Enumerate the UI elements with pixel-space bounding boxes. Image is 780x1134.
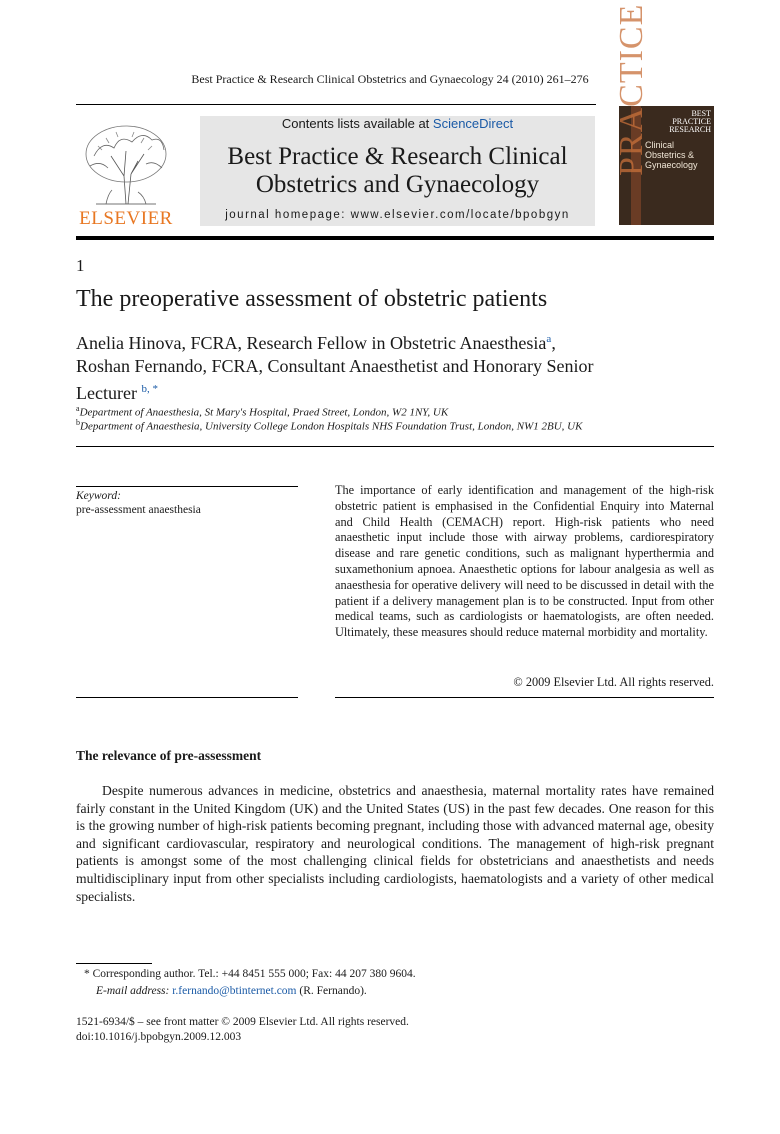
- keyword-bottom-rule: [76, 697, 298, 698]
- publisher-name: ELSEVIER: [79, 208, 173, 229]
- header-rule: [76, 104, 596, 105]
- abstract-bottom-rule: [335, 697, 714, 698]
- author-2-line1: Roshan Fernando, FCRA, Consultant Anaesthetist and Honorary Senior: [76, 356, 594, 376]
- section-heading: The relevance of pre-assessment: [76, 748, 262, 763]
- cover-masthead: [669, 110, 711, 134]
- author-2-text: Lecturer: [76, 383, 137, 403]
- author-1: Anelia Hinova, FCRA, Research Fellow in Obstetric Anaesthesia$^a$,: [76, 333, 556, 353]
- author-2-line2: [76, 378, 716, 405]
- doi-line[interactable]: doi:10.1016/j.bpobgyn.2009.12.003: [76, 1031, 242, 1043]
- sciencedirect-link[interactable]: ScienceDirect: [432, 116, 514, 131]
- journal-title: [200, 143, 595, 199]
- journal-title-line2: Obstetrics and Gynaecology: [255, 171, 540, 198]
- author-1-affiliation-link[interactable]: a: [546, 333, 552, 345]
- cover-clinical: Clinical: [645, 140, 675, 150]
- article-number: 1: [76, 256, 85, 275]
- cover-research: RESEARCH: [669, 125, 711, 134]
- cover-subject-line1: Obstetrics &: [645, 150, 695, 160]
- journal-title-line1: Best Practice & Research Clinical: [227, 143, 568, 170]
- abstract-copyright: © 2009 Elsevier Ltd. All rights reserved.: [513, 675, 714, 689]
- keyword-value: pre-assessment anaesthesia: [76, 504, 201, 516]
- contents-line: [200, 116, 595, 131]
- cover-subject-line2: Gynaecology: [645, 160, 698, 170]
- body-paragraph: Despite numerous advances in medicine, obstetrics and anaesthesia, maternal mortality rates have remained fairly constant in the United Kingdom (UK) and the United States (US) in the past few decades. One reason for this is the growing number of high-risk patients becoming pregnant, including those with advanced maternal age, obesity and significant cardiovascular, respiratory and neurological conditions. The management of high-risk pregnant patients is amongst some of the most challenging clinical fields for obstetricians and anaesthetists and needs multidisciplinary input from other specialists including cardiologists, haematologists and a variety of other medical specialists.: [76, 783, 714, 904]
- author-1-text: Anelia Hinova, FCRA, Research Fellow in Obstetric Anaesthesia: [76, 333, 547, 353]
- abstract-text: The importance of early identification and management of the high-risk obstetric patient is emphasised in the Confidential Enquiry into Maternal and Child Health (CEMACH) report. High-risk patients who need anaesthetic input include those with airway problems, cardiorespiratory disease and rare genetic conditions, such as malignant hyperthermia and suxamethonium apnoea. Anaesthetic options for labour analgesia as well as anaesthesia for operative delivery will need to be discussed in detail with the patient if a delivery management plan is to be constructed. Input from other medical teams, such as cardiologists or haematologists, are often needed. Ultimately, these measures should reduce maternal morbidity and mortality.: [335, 483, 714, 640]
- cover-best: BEST: [691, 109, 711, 118]
- footnote-rule: [76, 963, 152, 964]
- journal-cover: [613, 3, 714, 225]
- masthead-thick-rule: [76, 236, 714, 240]
- email-suffix: (R. Fernando).: [296, 985, 367, 997]
- affiliation-b-text: Department of Anaesthesia, University College London Hospitals NHS Foundation Trust, London, NW1 2BU, UK: [80, 420, 583, 433]
- author-list: [76, 328, 716, 405]
- issn-line: 1521-6934/$ – see front matter © 2009 Elsevier Ltd. All rights reserved.: [76, 1016, 409, 1028]
- contents-prefix: Contents lists available at: [281, 116, 433, 131]
- footnote-email: [96, 985, 367, 997]
- footnote-corresponding: * Corresponding author. Tel.: +44 8451 555 000; Fax: 44 207 380 9604.: [84, 968, 416, 980]
- running-head: Best Practice & Research Clinical Obstetrics and Gynaecology 24 (2010) 261–276: [191, 72, 589, 86]
- email-label: E-mail address:: [96, 985, 170, 997]
- cover-practice: PRACTICE: [672, 117, 711, 126]
- author-2-affiliation-link[interactable]: b, *: [141, 383, 158, 395]
- keyword-label: Keyword:: [76, 490, 121, 502]
- keyword-top-rule: [76, 486, 298, 487]
- affiliation-a-text: Department of Anaesthesia, St Mary's Hospital, Praed Street, London, W2 1NY, UK: [79, 406, 449, 419]
- affiliation-a: [76, 404, 448, 419]
- email-link[interactable]: r.fernando@btinternet.com: [172, 985, 297, 997]
- cover-big-word: PRACTICE: [613, 3, 650, 176]
- affiliation-b: [76, 418, 582, 433]
- article-title: The preoperative assessment of obstetric patients: [76, 286, 548, 312]
- journal-homepage[interactable]: journal homepage: www.elsevier.com/locate/bpobgyn: [225, 209, 570, 221]
- cover-subject: [645, 140, 698, 170]
- affiliation-b-marker: b: [76, 418, 80, 427]
- affiliation-rule: [76, 446, 714, 447]
- affiliation-a-marker: a: [76, 404, 80, 413]
